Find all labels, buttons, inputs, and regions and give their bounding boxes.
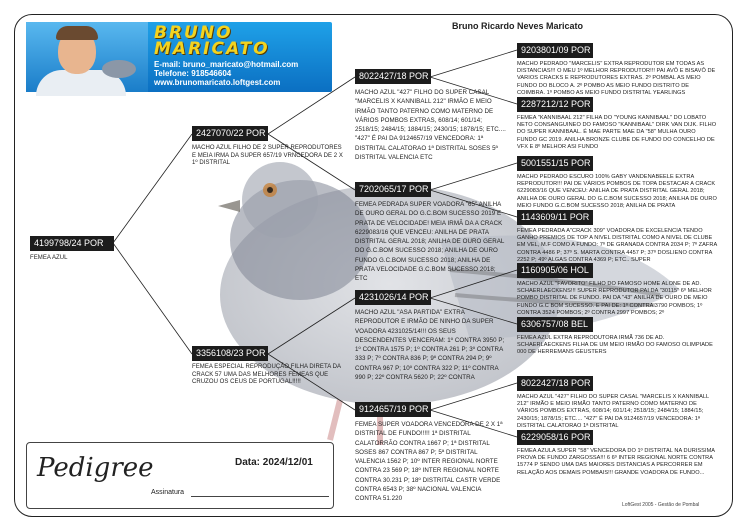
banner-phone: Telefone: 918546604: [154, 69, 232, 78]
granddam-paternal-description: FEMEA PEDRADA SUPER VOADORA "65" ANILHA DE OURO GERAL DO G.C.BOM SUCESSO 2019 E PRATA DE VELOCIDADE! MEIA IRMÃ DA A CRACK 6229083/16 QUE VENCEU: ANILHA DE PRATA DISTRITAL GERAL 2018; ANILHA DE OURO GERAL DO G.C.BOM SUCESSO 2018; ANILHA DE OURO FUNDO G.C.BOM SUCESSO 2018; ANILHA DE PRATA VELOCIDADE G.C.BOM SUCESSO 2018; ETC: [355, 201, 505, 283]
ggp-2-ring-id: 2287212/12 POR: [517, 97, 593, 112]
ggp-4-ring-id: 1143609/11 POR: [517, 210, 593, 225]
ggp-6-description: FEMEA AZUL EXTRA REPRODUTORA IRMÃ 736 DE AD. SCHAERLAECKENS FILHA DE UM MEIO IRMÃO DO FAMOSO OLIMPIADE 000 DE HERREMANS GEUSTERS: [517, 335, 713, 356]
owner-name: Bruno Ricardo Neves Maricato: [452, 21, 584, 31]
grandsire-paternal-ring-id: 8022427/18 POR: [355, 69, 431, 84]
ggp-8-description: FEMEA AZULA SUPER "58" VENCEDORA DO 1º DISTRITAL NA DURISSIMA PROVA DE FUNDO ZARGOSSA!!! 6 6º INTER REGIONAL NORTE CONTRA 15774 P SENDO UMA DAS MAIORES DISTANCIAS A PERCORRER EM RELAÇÃO AOS DEMAIS POMBAIS!!! GRANDE VOADORA DE FUNDO...: [517, 448, 715, 476]
ggp-7-ring-id: 8022427/18 POR: [517, 376, 593, 391]
breeder-photo: [26, 22, 148, 92]
pedigree-date: Data: 2024/12/01: [235, 457, 313, 468]
footer-credit: LoftGest 2005 - Gestão de Pombal: [622, 502, 700, 508]
granddam-paternal-ring-id: 7202065/17 POR: [355, 182, 431, 197]
pedigree-logo: Pedigree: [37, 453, 154, 483]
granddam-maternal-description: FEMEA SUPER VOADORA VENCEDORA DE 2 X 1ª DISTRITAL DE FUNDO!!!!! 1ª DISTRITAL CALATORRÃO CONTRA 1667 P; 1ª DISTRITAL SOSES 867 CONTRA 867 P; 5ª DISTRITAL VALENCIA 1562 P; 10º INTER REGIONAL NORTE CONTRA 23 569 P; 18º INTER REGIONAL NORTE CONTRA 30.231 P; 18º DISTRITAL CASTR VERDE CONTRA 6543 P; 38º NACIONAL VALENCIA CONTRA 51.220: [355, 421, 503, 503]
signature-label: Assinatura: [151, 489, 185, 496]
signature-line: [191, 496, 329, 497]
granddam-maternal-ring-id: 9124657/19 POR: [355, 402, 431, 417]
pigeon-in-hand-icon: [102, 60, 136, 78]
grandsire-paternal-description: MACHO AZUL "427" FILHO DO SUPER CASAL "MARCELIS X KANNIBALL 212" IRMÃO E MEIO IRMÃO TANTO PATERNO COMO MATERNO DE VÁRIOS POMBOS EXTRAS, 608/14; 601/14; 2518/15; 2484/15; 1884/15; 2430/15; 1878/15; ETC.... "427" É PAI DA 9124657/19 VENCEDORA: 1ª DISTRITAL CALATORAO 1ª DISTRITAL SOSES 5ª DISTRITAL VALENCIA ETC: [355, 89, 506, 162]
ggp-3-description: MACHO PEDRADO ESCURO 100% GABY VANDENABEELE EXTRA REPRODUTOR!!! PAI DE VÁRIOS POMBOS DE TOPA DESTACAR A CRACK 6229083/16 QUE VENCEU: ANILHA DE PRATA DISTRITAL GERAL 2018; ANILHA DE OURO GERAL DO G.C.BOM SUCESSO 2018; ANILHA DE OURO MEIO FUNDO G.C.BOM SUCESSO 2018; ANILHA DE PRATA: [517, 174, 717, 209]
dam-description: FEMEA ESPECIAL REPRODUÇÃO FILHA DIRETA DA CRACK 57 UMA DAS MELHORES FEMEAS QUE CRUZOU OS CEUS DE PORTUGAL!!!!!: [192, 364, 341, 386]
ggp-7-description: MACHO AZUL "427" FILHO DO SUPER CASAL "MARCELIS X KANNIBALL 212" IRMÃO E MEIO IRMÃO TANTO PATERNO COMO MATERNO DE VÁRIOS POMBOS EXTRAS, 608/14; 601/14; 2518/15; 2484/15; 1884/15; 2430/15; 1878/15; ETC.... "427" É PAI DA 9124657/19 VENCEDORA: 1ª DISTRITAL CALATORAO 1ª DISTRITAL: [517, 394, 709, 429]
ggp-5-ring-id: 1160905/06 HOL: [517, 263, 593, 278]
breeder-banner: [26, 22, 332, 92]
pedigree-info-box: [26, 442, 334, 509]
dam-ring-id: 3356108/23 POR: [192, 346, 268, 361]
banner-email: E-mail: bruno_maricato@hotmail.com: [154, 60, 299, 69]
ggp-6-ring-id: 6306757/08 BEL: [517, 317, 593, 332]
ggp-4-description: FEMEA PEDRADA A"CRACK 309" VOADORA DE EXCELENCIA TENDO GANHO PREMIOS DE TOP A NIVEL DISTRITAL COMO A NIVEL DE CLUBE EM VEL, M.F COMO A FUNDO: 7º DE GRANADA CONTRA 2034 P; 7º ZAFRA CONTRA 4486 P; 37º S. MARTA CONTRA 4457 P; 37º DOSLIENO CONTRA 2252 P; 49º ALGAS CONTRA 4369 P; ETC.. SUPER: [517, 228, 717, 263]
ggp-2-description: FEMEA "KANNIBAAL 212" FILHA DO "YOUNG KANNIBAAL" DO LOBATO NETO CONSANGUINEO DO FAMOSO "KANNIBAAL" DIRK VAN DIJK. FILHO DO SUPER KANNIBAAL. É MAE PARTE MAE DA "58" MULHA OURO FUNDO GC 2019. ANILHA BRONZE CLUBE DE FUNDO DO CONCELHO DE VFX E 8º MELHOR ASI FUNDO: [517, 115, 717, 150]
ggp-8-ring-id: 6229058/16 POR: [517, 430, 593, 445]
banner-name-last: MARICATO: [154, 39, 270, 59]
banner-name-first: BRUNO: [154, 23, 233, 43]
ggp-1-ring-id: 9203801/09 POR: [517, 43, 593, 58]
grandsire-maternal-description: MACHO AZUL "ASA PARTIDA" EXTRA REPRODUTOR E IRMÃO DE NINHO DA SUPER VOADORA 4231025/14!!! OS SEUS DESCENDENTES VENCERAM: 1º CONTRA 3950 P; 1º CONTRA 1575 P; 1º CONTRA 261 P; 3º CONTRA 333 P; 7º CONTRA 836 P; 9º CONTRA 294 P; 9º CONTRA 967 P; 10º CONTRA 322 P; 11º CONTRA 990 P; 22º CONTRA 5620 P; 22º CONTRA: [355, 309, 505, 382]
subject-ring-id: 4199798/24 POR: [30, 236, 114, 251]
ggp-1-description: MACHO PEDRADO "MARCELIS" EXTRA REPRODUTOR EM TODAS AS DISTANCIAS!!! O MEU 1º MELHOR REPRODUTOR!!! PAI AVÔ E BISAVÔ DE VARIOS CRACKS E REPRODUTORES EXTRAS. 2º POMBAL AS MEIO FUNDO DO BLOCO A. 2º POMBO AS MEIO FUNDO DISTRITO DE COIMBRA. 1º POMBO AS MEIO FUNDO DISTRITAL YEARLINGS: [517, 61, 716, 96]
ggp-3-ring-id: 5001551/15 POR: [517, 156, 593, 171]
banner-website: www.brunomaricato.loftgest.com: [154, 78, 281, 87]
subject-description: FEMEA AZUL: [30, 255, 68, 261]
sire-description: MACHO AZUL FILHO DE 2 SUPER REPRODUTORES E MEIA IRMA DA SUPER 657/19 VRNCEDORA DE 2 X 1º DISTRITAL: [192, 145, 343, 167]
sire-ring-id: 2427070/22 POR: [192, 126, 268, 141]
ggp-5-description: MACHO AZUL "FAVORITO" FILHO DO FAMOSO HOME ALONE DE AD. SCHAERLAECKENS!!! SUPER REPRODUTOR PAI DA "30115" 6º MELHOR POMBO DISTRITAL DE FUNDO. PAI DA "43" ANILHA DE OURO DE MEIO FUNDO G.C BOM SUCESSO. E PAI DE: 1º CONTRA 3790 POMBOS; 1º CONTRA 3524 POMBOS; 2º CONTRA 2997 POMBOS; 2º: [517, 281, 712, 316]
grandsire-maternal-ring-id: 4231026/14 POR: [355, 290, 431, 305]
